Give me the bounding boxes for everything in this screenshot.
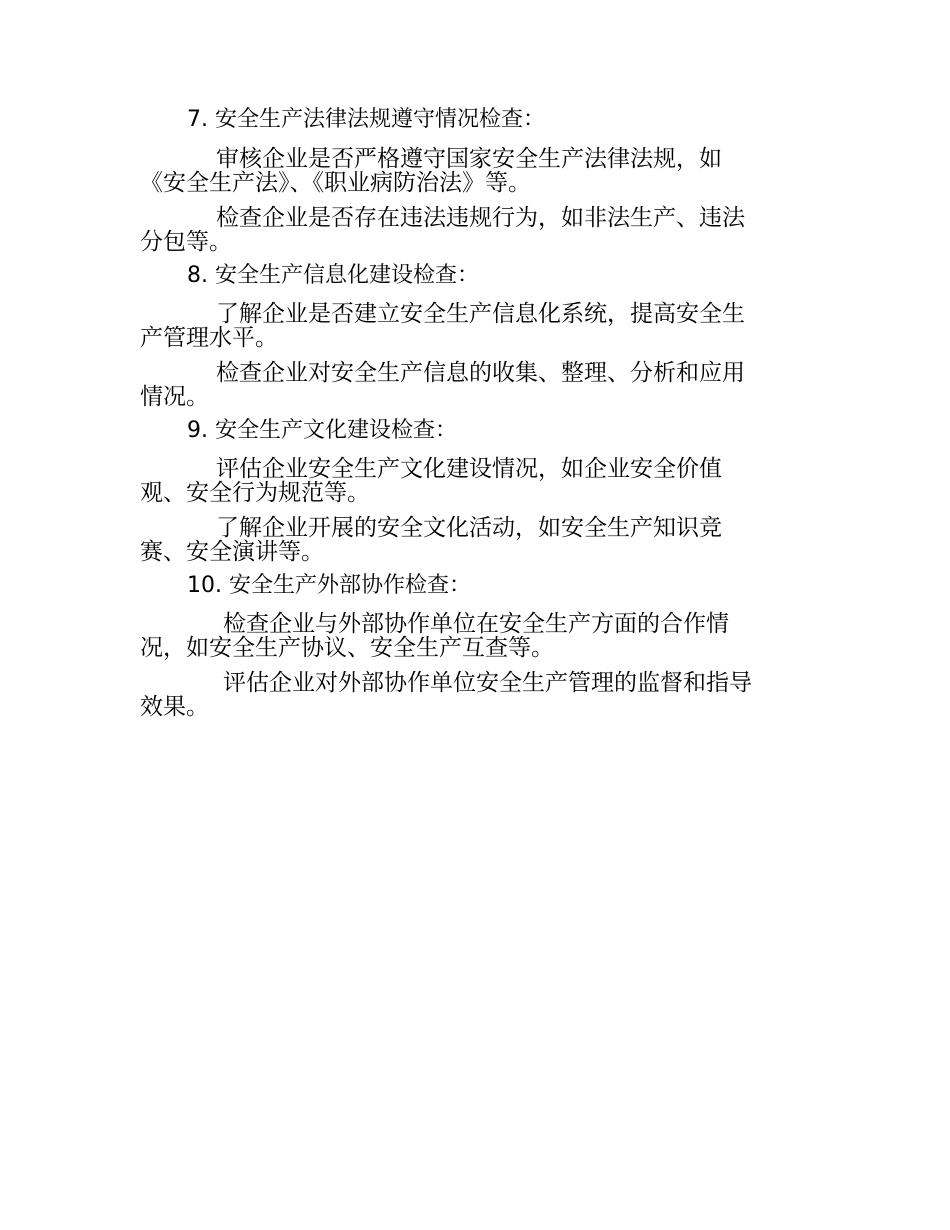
paragraph-line: 检查企业对安全生产信息的收集、整理、分析和应用 (216, 360, 745, 386)
paragraph-line: 观、安全行为规范等。 (140, 480, 370, 506)
paragraph-line: 况，如安全生产协议、安全生产互查等。 (140, 635, 554, 661)
paragraph-line: 赛、安全演讲等。 (140, 539, 324, 565)
paragraph-line: 分包等。 (140, 229, 232, 255)
paragraph-10-2 (140, 671, 800, 719)
paragraph-line: 审核企业是否严格遵守国家安全生产法律法规，如 (216, 146, 722, 172)
paragraph-line: 了解企业开展的安全文化活动，如安全生产知识竞 (216, 515, 722, 541)
paragraph-7-2 (140, 206, 800, 254)
paragraph-line: 检查企业是否存在违法违规行为，如非法生产、违法 (216, 205, 745, 231)
paragraph-line: 情况。 (140, 384, 209, 410)
section-heading-7: 7. 安全生产法律法规遵守情况检查： (187, 107, 545, 132)
paragraph-10-1 (140, 612, 800, 660)
paragraph-7-1 (140, 147, 800, 195)
paragraph-line: 了解企业是否建立安全生产信息化系统，提高安全生 (216, 301, 745, 327)
paragraph-line: 《安全生产法》、《职业病防治法》等。 (140, 170, 531, 196)
paragraph-8-1 (140, 302, 800, 350)
paragraph-line: 评估企业安全生产文化建设情况，如企业安全价值 (216, 456, 722, 482)
paragraph-9-1 (140, 457, 800, 505)
section-heading-8: 8. 安全生产信息化建设检查： (187, 263, 479, 288)
paragraph-line: 评估企业对外部协作单位安全生产管理的监督和指导 (223, 670, 752, 696)
paragraph-8-2 (140, 361, 800, 409)
paragraph-line: 产管理水平。 (140, 325, 278, 351)
section-heading-9: 9. 安全生产文化建设检查： (187, 418, 457, 443)
paragraph-9-2 (140, 516, 800, 564)
paragraph-line: 检查企业与外部协作单位在安全生产方面的合作情 (223, 611, 729, 637)
section-heading-10: 10. 安全生产外部协作检查： (187, 573, 471, 598)
paragraph-line: 效果。 (140, 694, 209, 720)
